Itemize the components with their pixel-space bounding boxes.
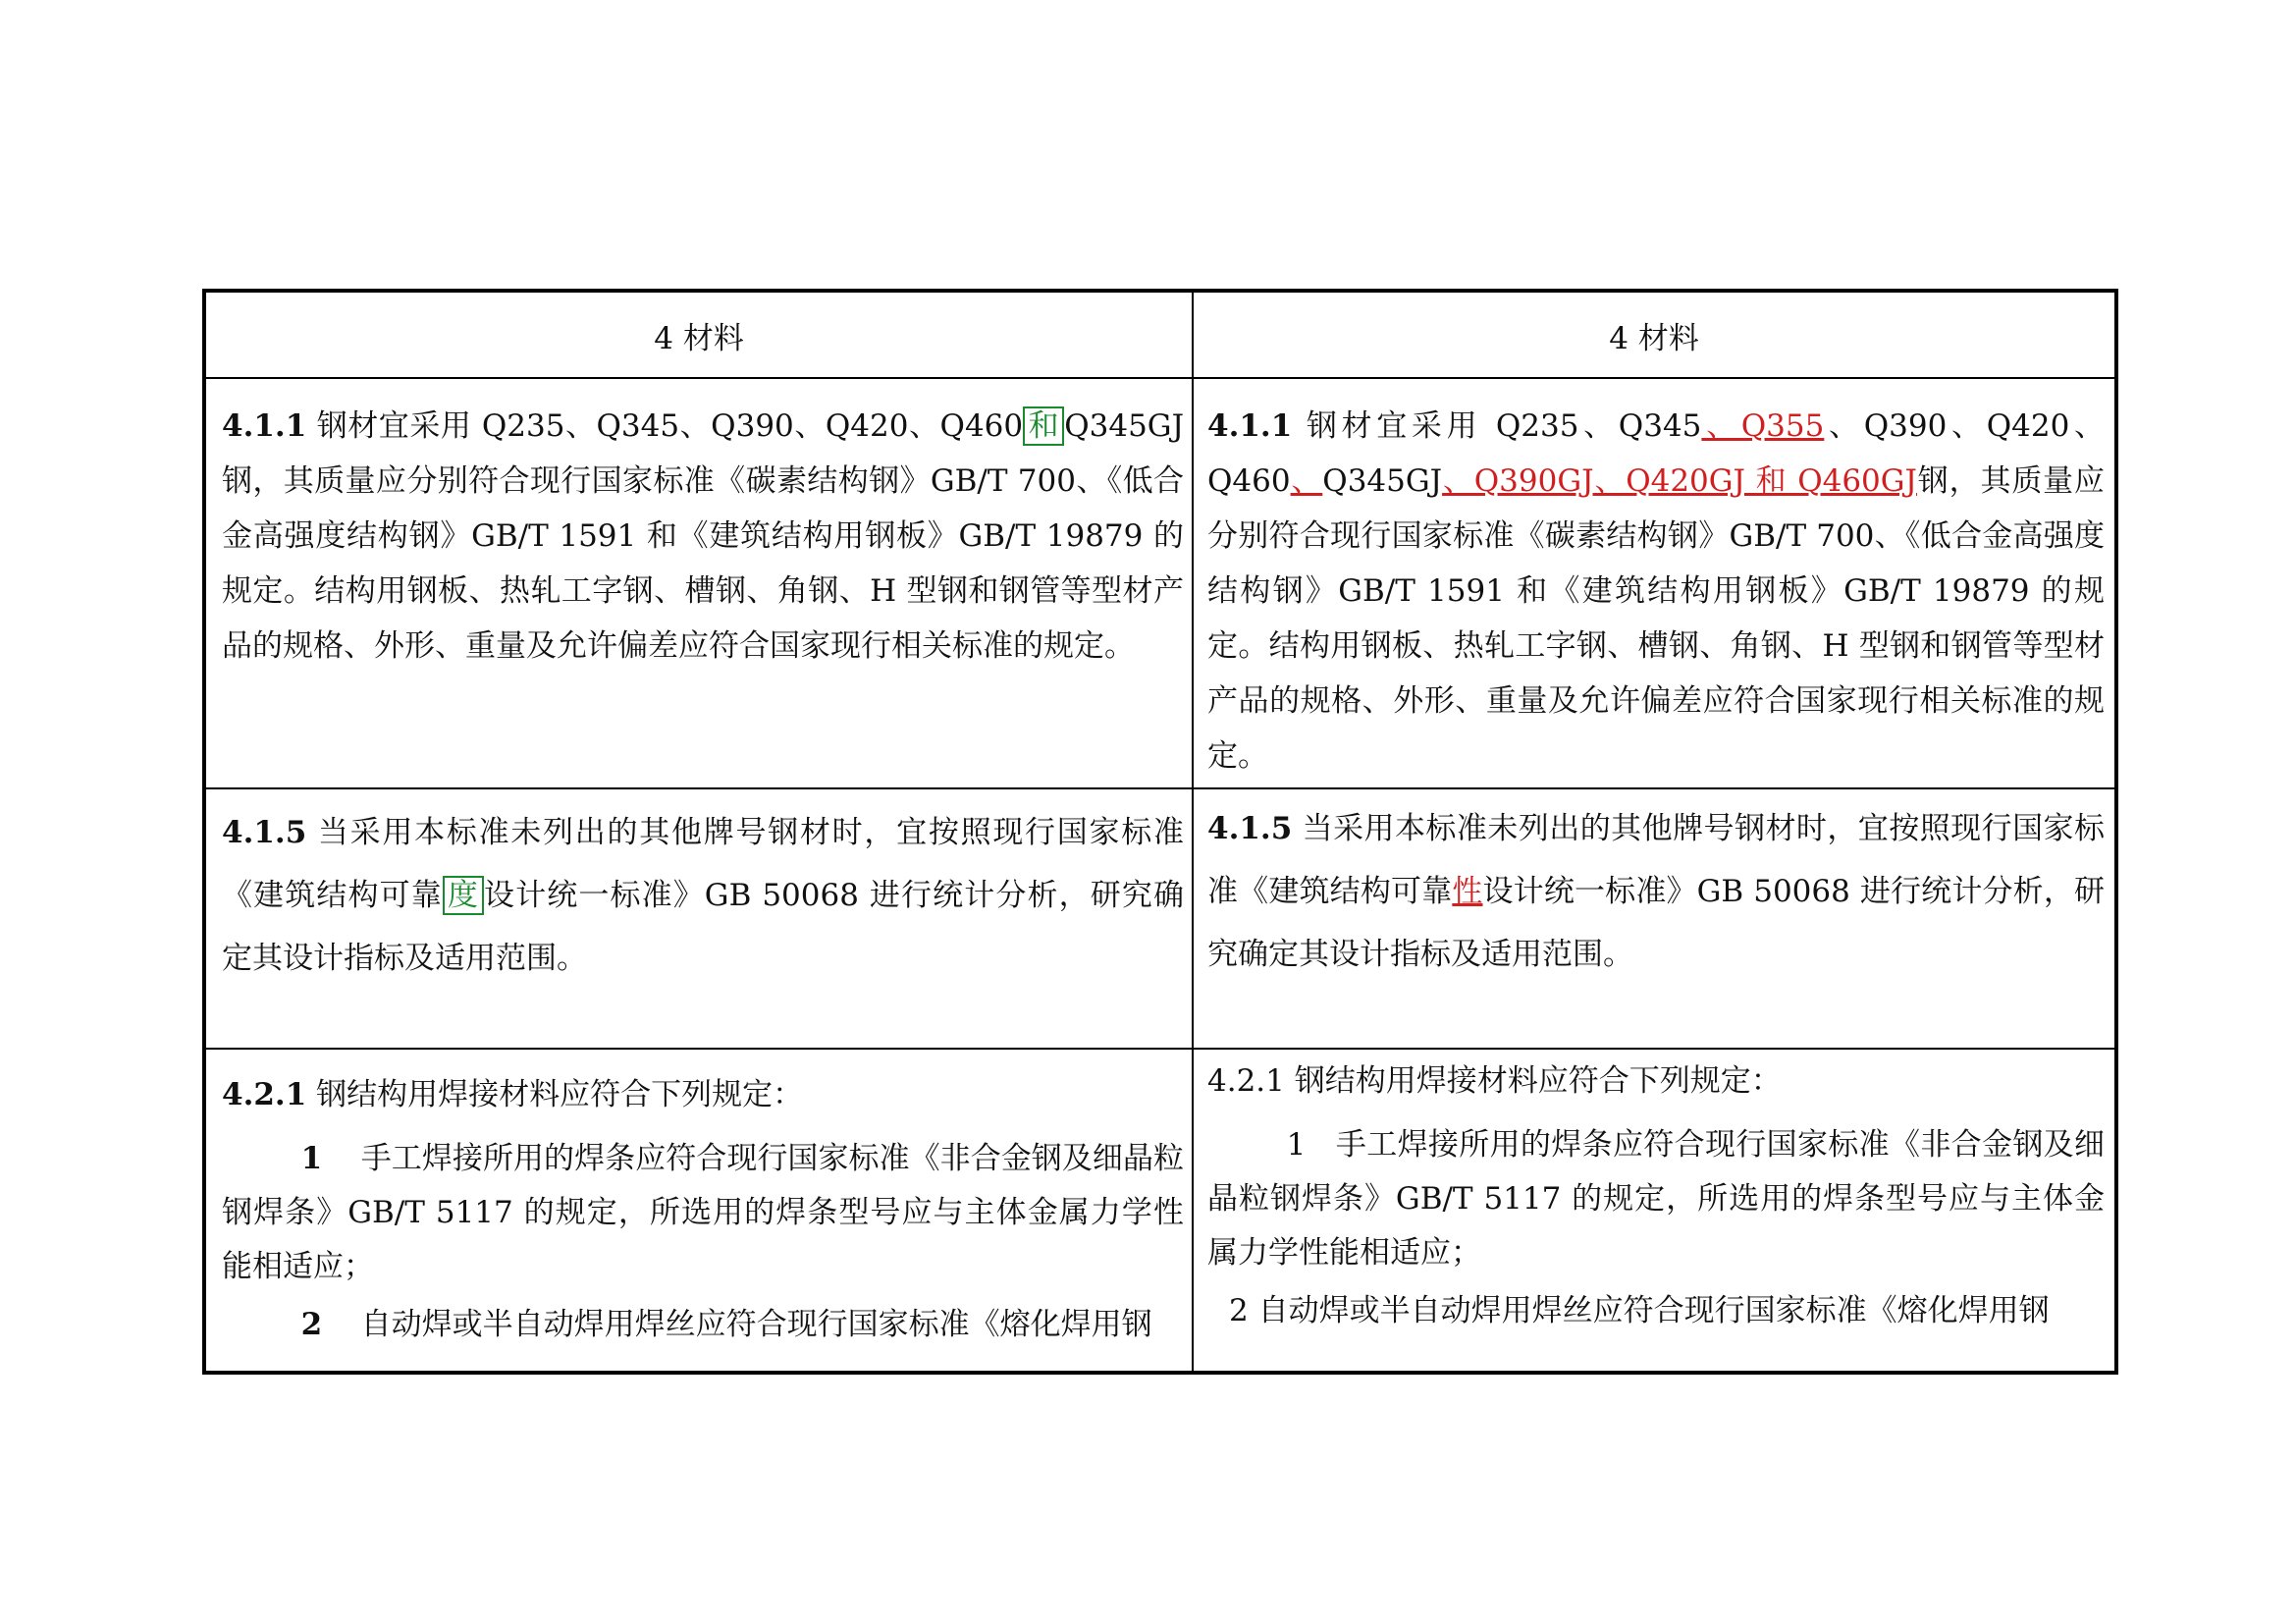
inserted-text: 、 [1290, 463, 1323, 499]
clause-text: 钢，其质量应分别符合现行国家标准《碳素结构钢》GB/T 700、《低合金高强度结构钢》GB/T 1591 和《建筑结构用钢板》GB/T 19879 的规定。结构用钢板、热轧工字钢、槽钢、角钢、H 型钢和钢管等型材产品的规格、外形、重量及允许偏差应符合国家现行相关标准的规定。 [1207, 463, 2105, 774]
header-left [206, 293, 1194, 379]
list-item-text: 手工焊接所用的焊条应符合现行国家标准《非合金钢及细晶粒钢焊条》GB/T 5117 的规定，所选用的焊条型号应与主体金属力学性能相适应； [1207, 1127, 2106, 1271]
clause-text: 、Q390、Q420、Q460 [1207, 408, 2105, 499]
clause-text: 设计统一标准》GB 50068 进行统计分析，研究确定其设计指标及适用范围。 [222, 878, 1184, 976]
clause-4-1-1-old [206, 379, 1194, 789]
deleted-text: 和 [1023, 406, 1064, 446]
clause-text: 设计统一标准》GB 50068 进行统计分析，研究确定其设计指标及适用范围。 [1207, 874, 2106, 972]
list-item-text: 自动焊或半自动焊用焊丝应符合现行国家标准《熔化焊用钢 [360, 1307, 1152, 1342]
clause-number: 4.1.5 [1207, 811, 1293, 846]
list-item-text: 手工焊接所用的焊条应符合现行国家标准《非合金钢及细晶粒钢焊条》GB/T 5117 的规定，所选用的焊条型号应与主体金属力学性能相适应； [222, 1141, 1184, 1284]
header-right-title: 4 材料 [1609, 320, 1699, 356]
inserted-text: 性 [1452, 874, 1483, 909]
clause-4-1-5-new [1194, 789, 2114, 1050]
clause-text: 当采用本标准未列出的其他牌号钢材时，宜按照现行国家标准《建筑结构可靠 [222, 815, 1184, 913]
clause-number: 4.2.1 [222, 1077, 307, 1112]
clause-text: Q345GJ 钢，其质量应分别符合现行国家标准《碳素结构钢》GB/T 700、《低合金高强度结构钢》GB/T 1591 和《建筑结构用钢板》GB/T 19879 的规定。结构用钢板、热轧工字钢、槽钢、角钢、H 型钢和钢管等型材产品的规格、外形、重量及允许偏差应符合国家现行相关标准的规定。 [222, 408, 1184, 664]
header-right [1194, 293, 2114, 379]
clause-text: 钢结构用焊接材料应符合下列规定： [316, 1077, 804, 1112]
clause-text: 钢材宜采用 Q235、Q345、Q390、Q420、Q460 [316, 408, 1024, 444]
clause-number: 4.2.1 [1207, 1063, 1285, 1099]
list-item-number: 1 [1286, 1127, 1307, 1163]
inserted-text: 、Q355 [1701, 408, 1825, 444]
list-item-number: 2 [1229, 1293, 1249, 1328]
clause-4-1-1-new [1194, 379, 2114, 789]
clause-number: 4.1.1 [222, 408, 307, 444]
clause-text: 钢结构用焊接材料应符合下列规定： [1294, 1063, 1782, 1099]
list-item-text: 自动焊或半自动焊用焊丝应符合现行国家标准《熔化焊用钢 [1257, 1293, 2050, 1328]
comparison-table [202, 289, 2118, 1375]
clause-4-2-1-old [206, 1050, 1194, 1371]
clause-4-1-5-old [206, 789, 1194, 1050]
clause-number: 4.1.5 [222, 815, 307, 850]
clause-text: 当采用本标准未列出的其他牌号钢材时，宜按照现行国家标准《建筑结构可靠 [1207, 811, 2105, 909]
clause-text: 钢材宜采用 Q235、Q345 [1306, 408, 1702, 444]
header-left-title: 4 材料 [654, 320, 744, 356]
deleted-text: 度 [443, 876, 484, 915]
clause-number: 4.1.1 [1207, 408, 1293, 444]
clause-4-2-1-new [1194, 1050, 2114, 1371]
list-item-number: 1 [300, 1141, 323, 1176]
clause-text: Q345GJ [1322, 463, 1443, 499]
inserted-text: 、Q390GJ、Q420GJ 和 Q460GJ [1442, 463, 1917, 499]
list-item-number: 2 [300, 1307, 323, 1342]
